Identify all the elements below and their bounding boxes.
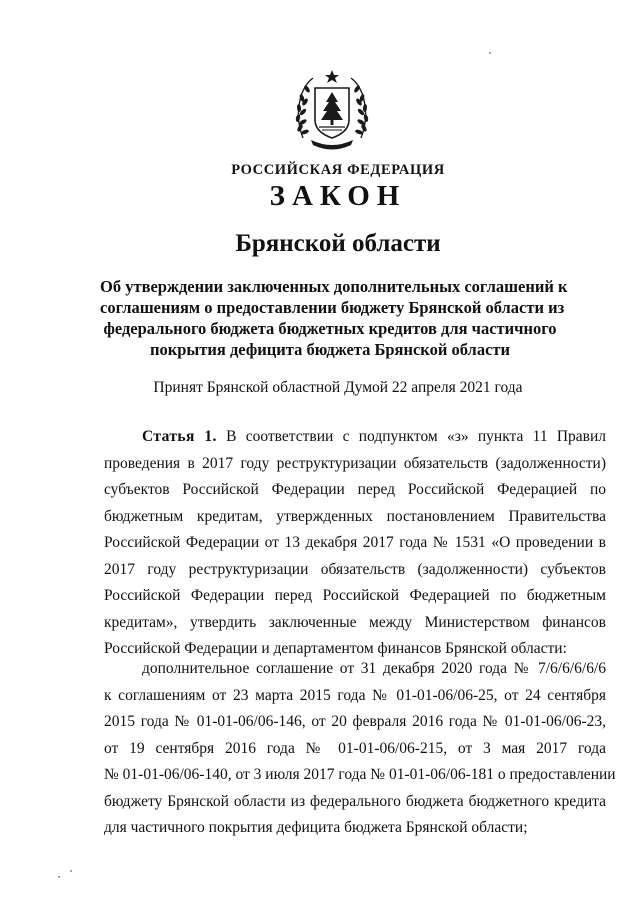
subject-line: Об утверждении заключенных дополнительных соглашений к — [100, 277, 568, 296]
agreement-paragraph — [104, 656, 616, 842]
subject-line: федерального бюджета бюджетных кредитов для частичного — [103, 319, 557, 338]
paragraph-line: дополнительное соглашение от 31 декабря 2020 года № 7/6/6/6/6/6 — [142, 660, 606, 677]
article-1-paragraph — [104, 424, 606, 663]
region-title: Брянской области — [235, 230, 441, 257]
paragraph-line: Российской Федерации и департаментом финансов Брянской области: — [104, 640, 567, 657]
article-label: Статья 1. — [142, 428, 217, 445]
scan-speck — [58, 876, 60, 878]
country-heading: РОССИЙСКАЯ ФЕДЕРАЦИЯ — [231, 162, 445, 178]
subject-line: соглашениям о предоставлении бюджету Брянской области из — [100, 298, 565, 317]
scan-speck — [489, 52, 491, 54]
paragraph-line: от 19 сентября 2016 года № 01-01-06/06-215, от 3 мая 2017 года — [104, 739, 606, 757]
paragraph-line: кредитам», утвердить заключенные между Министерством финансов — [104, 613, 606, 631]
paragraph-line: 2015 года № 01-01-06/06-146, от 20 февраля 2016 года № 01-01-06/06-23, — [104, 713, 606, 730]
subject-line: покрытия дефицита бюджета Брянской области — [149, 340, 511, 359]
paragraph-line-text: В соответствии с подпунктом «з» пункта 11 Правил — [226, 428, 607, 445]
paragraph-line — [104, 424, 606, 451]
paragraph-line: бюджету Брянской области из федерального бюджета бюджетного кредита — [104, 792, 606, 810]
paragraph-line: № 01-01-06/06-140, от 3 июля 2017 года № 01-01-06/06-181 о предоставлении — [104, 766, 616, 783]
paragraph-line: бюджетным кредитам, утвержденных постановлением Правительства — [104, 507, 606, 525]
scan-speck — [70, 870, 72, 872]
paragraph-line: субъектов Российской Федерации перед Российской Федерацией по — [104, 481, 606, 498]
paragraph-line: к соглашениям от 23 марта 2015 года № 01-01-06/06-25, от 24 сентября — [104, 686, 606, 704]
law-subject — [100, 276, 568, 360]
law-title: ЗАКОН — [269, 180, 407, 212]
paragraph-line: для частичного покрытия дефицита бюджета Брянской области; — [104, 819, 528, 836]
bryansk-coat-of-arms-icon — [293, 68, 371, 150]
paragraph-line: проведения в 2017 году реструктуризации обязательств (задолженности) — [104, 454, 606, 472]
paragraph-line: 2017 году реструктуризации обязательств (задолженности) субъектов — [104, 560, 606, 578]
adoption-note: Принят Брянской областной Думой 22 апреля 2021 года — [153, 379, 523, 396]
paragraph-line: Российской Федерации от 13 декабря 2017 года № 1531 «О проведении в — [104, 534, 606, 551]
paragraph-line: Российской Федерации перед Российской Федерацией по бюджетным — [104, 587, 606, 604]
